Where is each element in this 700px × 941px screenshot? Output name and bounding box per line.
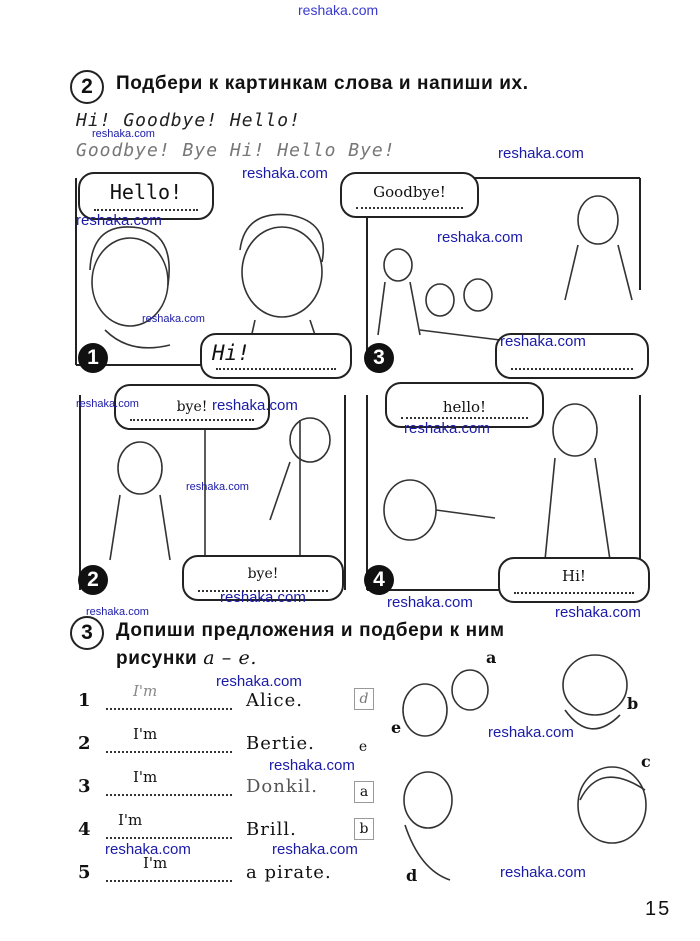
pic2-bubble-bottom-text: bye! [247,566,279,582]
sentence-text: Bertie. [246,733,315,754]
watermark[interactable]: reshaka.com [404,420,490,437]
watermark[interactable]: reshaka.com [387,594,473,611]
dotted-line [106,880,232,882]
watermark[interactable]: reshaka.com [269,757,355,774]
sentence-fill: I'm [133,768,158,786]
watermark[interactable]: reshaka.com [142,313,205,325]
sentence-text: Brill. [246,819,297,840]
picture-letter-d: d [406,866,418,885]
watermark[interactable]: reshaka.com [555,604,641,621]
picture-letter-c: c [641,752,651,771]
sentence-fill: I'm [133,682,158,700]
answer-letter: b [354,818,374,840]
sentence-number: 2 [78,733,91,754]
watermark[interactable]: reshaka.com [500,864,586,881]
picture-letter-e: e [391,718,402,737]
watermark[interactable]: reshaka.com [272,841,358,858]
pic1-number: 1 [78,343,108,373]
pic4-bubble-bottom [498,557,650,603]
sentence-number: 1 [78,690,91,711]
watermark[interactable]: reshaka.com [76,212,162,229]
task2-title: Подбери к картинкам слова и напиши их. [116,73,529,94]
sentence-fill: I'm [143,854,168,872]
dotted-line [94,209,198,211]
watermark[interactable]: reshaka.com [242,165,328,182]
picture-letter-a: a [486,648,497,667]
pic3-bubble-top-text: Goodbye! [373,183,446,201]
pic1-bubble-bottom [200,333,352,379]
pic4-bubble-top-text: hello! [442,398,487,416]
task3-number: 3 [70,616,104,650]
pic3-bubble-top [340,172,479,218]
watermark[interactable]: reshaka.com [488,724,574,741]
watermark[interactable]: reshaka.com [500,333,586,350]
watermark[interactable]: reshaka.com [186,481,249,493]
watermark[interactable]: reshaka.com [105,841,191,858]
sentence-fill: I'm [118,811,143,829]
word-bank-line1: Hi! Goodbye! Hello! [76,110,301,131]
task3-title-range: а – е. [203,647,257,669]
watermark[interactable]: reshaka.com [92,128,155,140]
watermark[interactable]: reshaka.com [220,589,306,606]
watermark[interactable]: reshaka.com [86,606,149,618]
watermark[interactable]: reshaka.com [498,145,584,162]
dotted-line [106,794,232,796]
watermark[interactable]: reshaka.com [216,673,302,690]
answer-letter: a [354,781,374,803]
page-number: 15 [645,898,672,920]
task3-title-line2 [116,647,257,670]
pic2-number: 2 [78,565,108,595]
dotted-line [216,368,336,370]
dotted-line [106,751,232,753]
pic4-number: 4 [364,565,394,595]
dotted-line [514,592,634,594]
pic1-bubble-top-text: Hello! [109,180,183,204]
pic1-bubble-bottom-text: Hi! [212,341,250,365]
dotted-line [511,368,633,370]
sentence-fill: I'm [133,725,158,743]
sentence-number: 4 [78,819,91,840]
dotted-line [106,708,232,710]
dotted-line [106,837,232,839]
picture-letter-b: b [627,694,639,713]
answer-letter: e [358,739,368,755]
watermark[interactable]: reshaka.com [212,397,298,414]
pic2-bubble-top-text: bye! [176,399,208,415]
watermark[interactable]: reshaka.com [437,229,523,246]
task2-number: 2 [70,70,104,104]
sentence-number: 5 [78,862,91,883]
pic4-bubble-bottom-text: Hi! [562,567,586,585]
dotted-line [130,419,254,421]
pic3-number: 3 [364,343,394,373]
sentence-text: Donkil. [246,776,319,797]
sentence-text: a pirate. [246,862,332,883]
sentence-text: Alice. [246,690,303,711]
watermark-top[interactable]: reshaka.com [298,2,379,18]
task3-title-word: рисунки [116,648,198,669]
word-bank-line2: Goodbye! Bye Hi! Hello Bye! [76,140,396,161]
watermark[interactable]: reshaka.com [76,398,139,410]
dotted-line [356,207,463,209]
sentence-number: 3 [78,776,91,797]
answer-letter: d [354,688,374,710]
dotted-line [401,417,528,419]
task3-title-line1: Допиши предложения и подбери к ним [116,620,505,641]
